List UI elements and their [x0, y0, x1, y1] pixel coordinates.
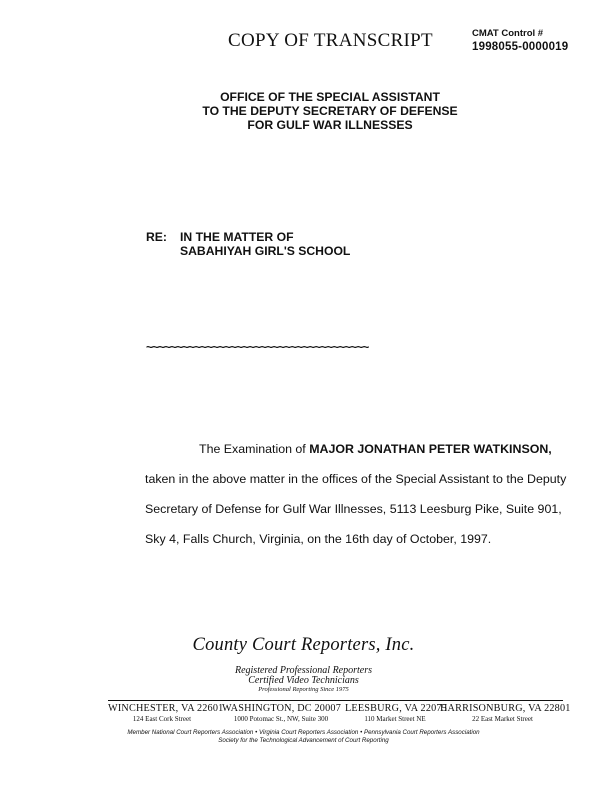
footer-rule	[108, 700, 563, 701]
office-winchester	[108, 703, 224, 724]
company-tagline-2: Certified Video Technicians	[248, 675, 359, 686]
office-city: WINCHESTER, VA 22601	[108, 703, 224, 714]
paragraph-line-1	[145, 434, 565, 464]
examination-paragraph	[145, 434, 565, 554]
paragraph-intro: The Examination of	[199, 442, 310, 456]
association-line-1: Member National Court Reporters Association • Virginia Court Reporters Association • Pennsylvania Court Reporters Association	[127, 729, 480, 736]
office-street: 1000 Potomac St., NW, Suite 300	[233, 715, 329, 723]
company-tagline-1: Registered Professional Reporters	[234, 665, 373, 676]
paragraph-line-2: taken in the above matter in the offices of the Special Assistant to the Deputy	[145, 472, 567, 486]
witness-name: MAJOR JONATHAN PETER WATKINSON,	[309, 442, 552, 456]
office-street: 124 East Cork Street	[132, 715, 192, 723]
re-line-1: IN THE MATTER OF	[180, 230, 294, 244]
office-harrisonburg	[440, 703, 571, 724]
cmat-control-label: CMAT Control #	[472, 28, 544, 39]
office-heading	[160, 90, 500, 132]
office-city: WASHINGTON, DC 20007	[222, 703, 341, 714]
office-leesburg	[345, 703, 448, 724]
paragraph-line-3: Secretary of Defense for Gulf War Illnesses, 5113 Leesburg Pike, Suite 901,	[145, 502, 562, 516]
company-name: County Court Reporters, Inc.	[192, 635, 415, 655]
office-line-2: TO THE DEPUTY SECRETARY OF DEFENSE	[202, 104, 458, 118]
re-line-2: SABAHIYAH GIRL'S SCHOOL	[180, 244, 351, 258]
office-washington	[222, 704, 340, 724]
office-line-1: OFFICE OF THE SPECIAL ASSISTANT	[220, 90, 440, 104]
paragraph-line-4: Sky 4, Falls Church, Virginia, on the 16th day of October, 1997.	[145, 532, 492, 546]
office-line-3: FOR GULF WAR ILLNESSES	[247, 118, 413, 132]
office-city: LEESBURG, VA 22075	[345, 703, 448, 714]
office-street: 22 East Market Street	[472, 715, 533, 723]
cmat-control-number: 1998055-0000019	[472, 41, 569, 53]
re-label: RE:	[146, 230, 167, 244]
document-title: COPY OF TRANSCRIPT	[228, 30, 433, 51]
re-matter	[180, 230, 350, 258]
tilde-divider: ~~~~~~~~~~~~~~~~~~~~~~~~~~~~~~~~~~~~~	[146, 340, 369, 350]
office-city: HARRISONBURG, VA 22801	[440, 703, 571, 714]
company-tagline-3: Professional Reporting Since 1975	[258, 686, 349, 693]
association-line-2: Society for the Technological Advancement of Court Reporting	[218, 737, 389, 744]
office-street: 110 Market Street NE	[364, 715, 426, 723]
